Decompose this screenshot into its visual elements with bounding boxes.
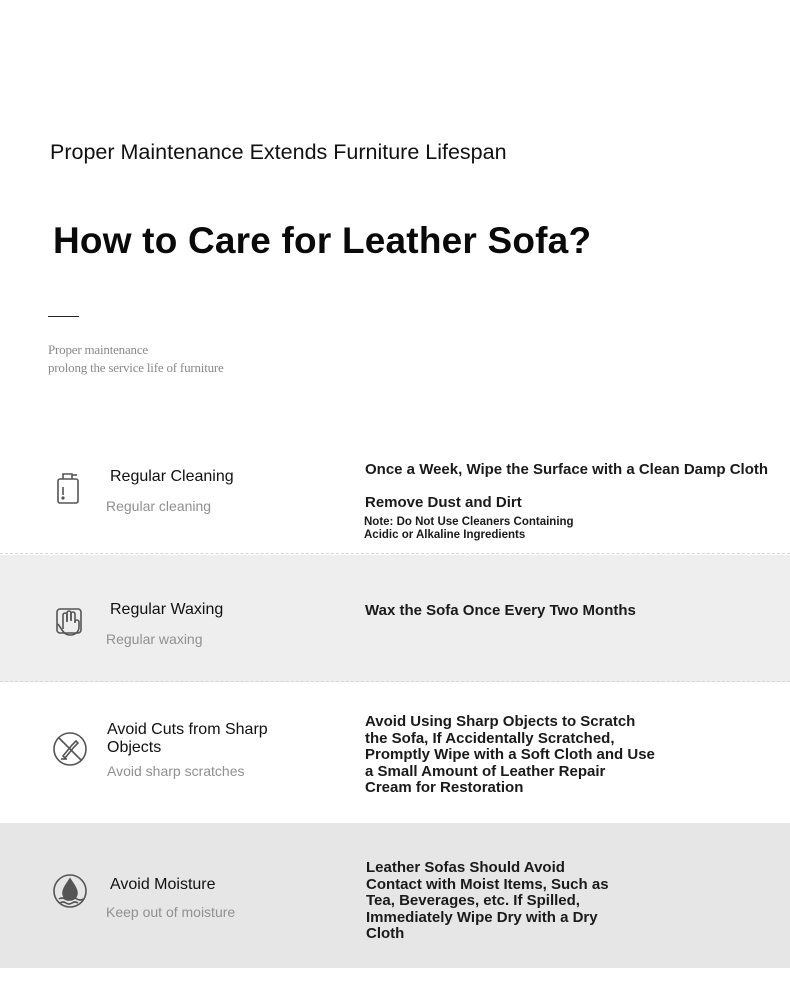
page-title: How to Care for Leather Sofa? [53, 220, 592, 261]
item-description: Once a Week, Wipe the Surface with a Clean Damp Cloth [365, 461, 769, 478]
care-row-moisture [0, 823, 790, 968]
care-row-waxing [0, 555, 790, 682]
item-subtitle: Keep out of moisture [106, 904, 236, 920]
item-title: Regular Waxing [110, 601, 224, 618]
item-subtitle: Regular cleaning [106, 498, 212, 514]
item-note: Note: Do Not Use Cleaners Containing Acidic or Alkaline Ingredients [364, 516, 574, 541]
item-title: Avoid Moisture [110, 876, 216, 893]
tagline [48, 341, 224, 377]
item-subtitle: Regular waxing [106, 631, 203, 647]
care-row-cleaning [0, 430, 790, 554]
care-row-sharp [0, 683, 790, 823]
item-description: Wax the Sofa Once Every Two Months [365, 602, 636, 619]
page-subtitle: Proper Maintenance Extends Furniture Lifespan [50, 140, 507, 164]
water-drop-icon [52, 873, 88, 909]
divider [48, 316, 79, 317]
item-subtitle: Avoid sharp scratches [107, 763, 245, 779]
tagline-line-1: Proper maintenance [48, 342, 148, 357]
spray-bottle-icon [50, 470, 86, 506]
tagline-line-2: prolong the service life of furniture [48, 360, 224, 375]
item-description: Avoid Using Sharp Objects to Scratch the Sofa, If Accidentally Scratched, Promptly Wipe with a Soft Cloth and Use a Small Amount of Leather Repair Cream for Restoration [365, 713, 655, 796]
item-description: Leather Sofas Should Avoid Contact with Moist Items, Such as Tea, Beverages, etc. If Spilled, Immediately Wipe Dry with a Dry Cloth [366, 859, 609, 942]
item-title: Regular Cleaning [110, 468, 234, 485]
item-description-2: Remove Dust and Dirt [365, 494, 522, 511]
item-title: Avoid Cuts from Sharp Objects [107, 721, 268, 756]
no-scratch-icon [52, 731, 88, 767]
hand-wax-icon [52, 603, 88, 639]
